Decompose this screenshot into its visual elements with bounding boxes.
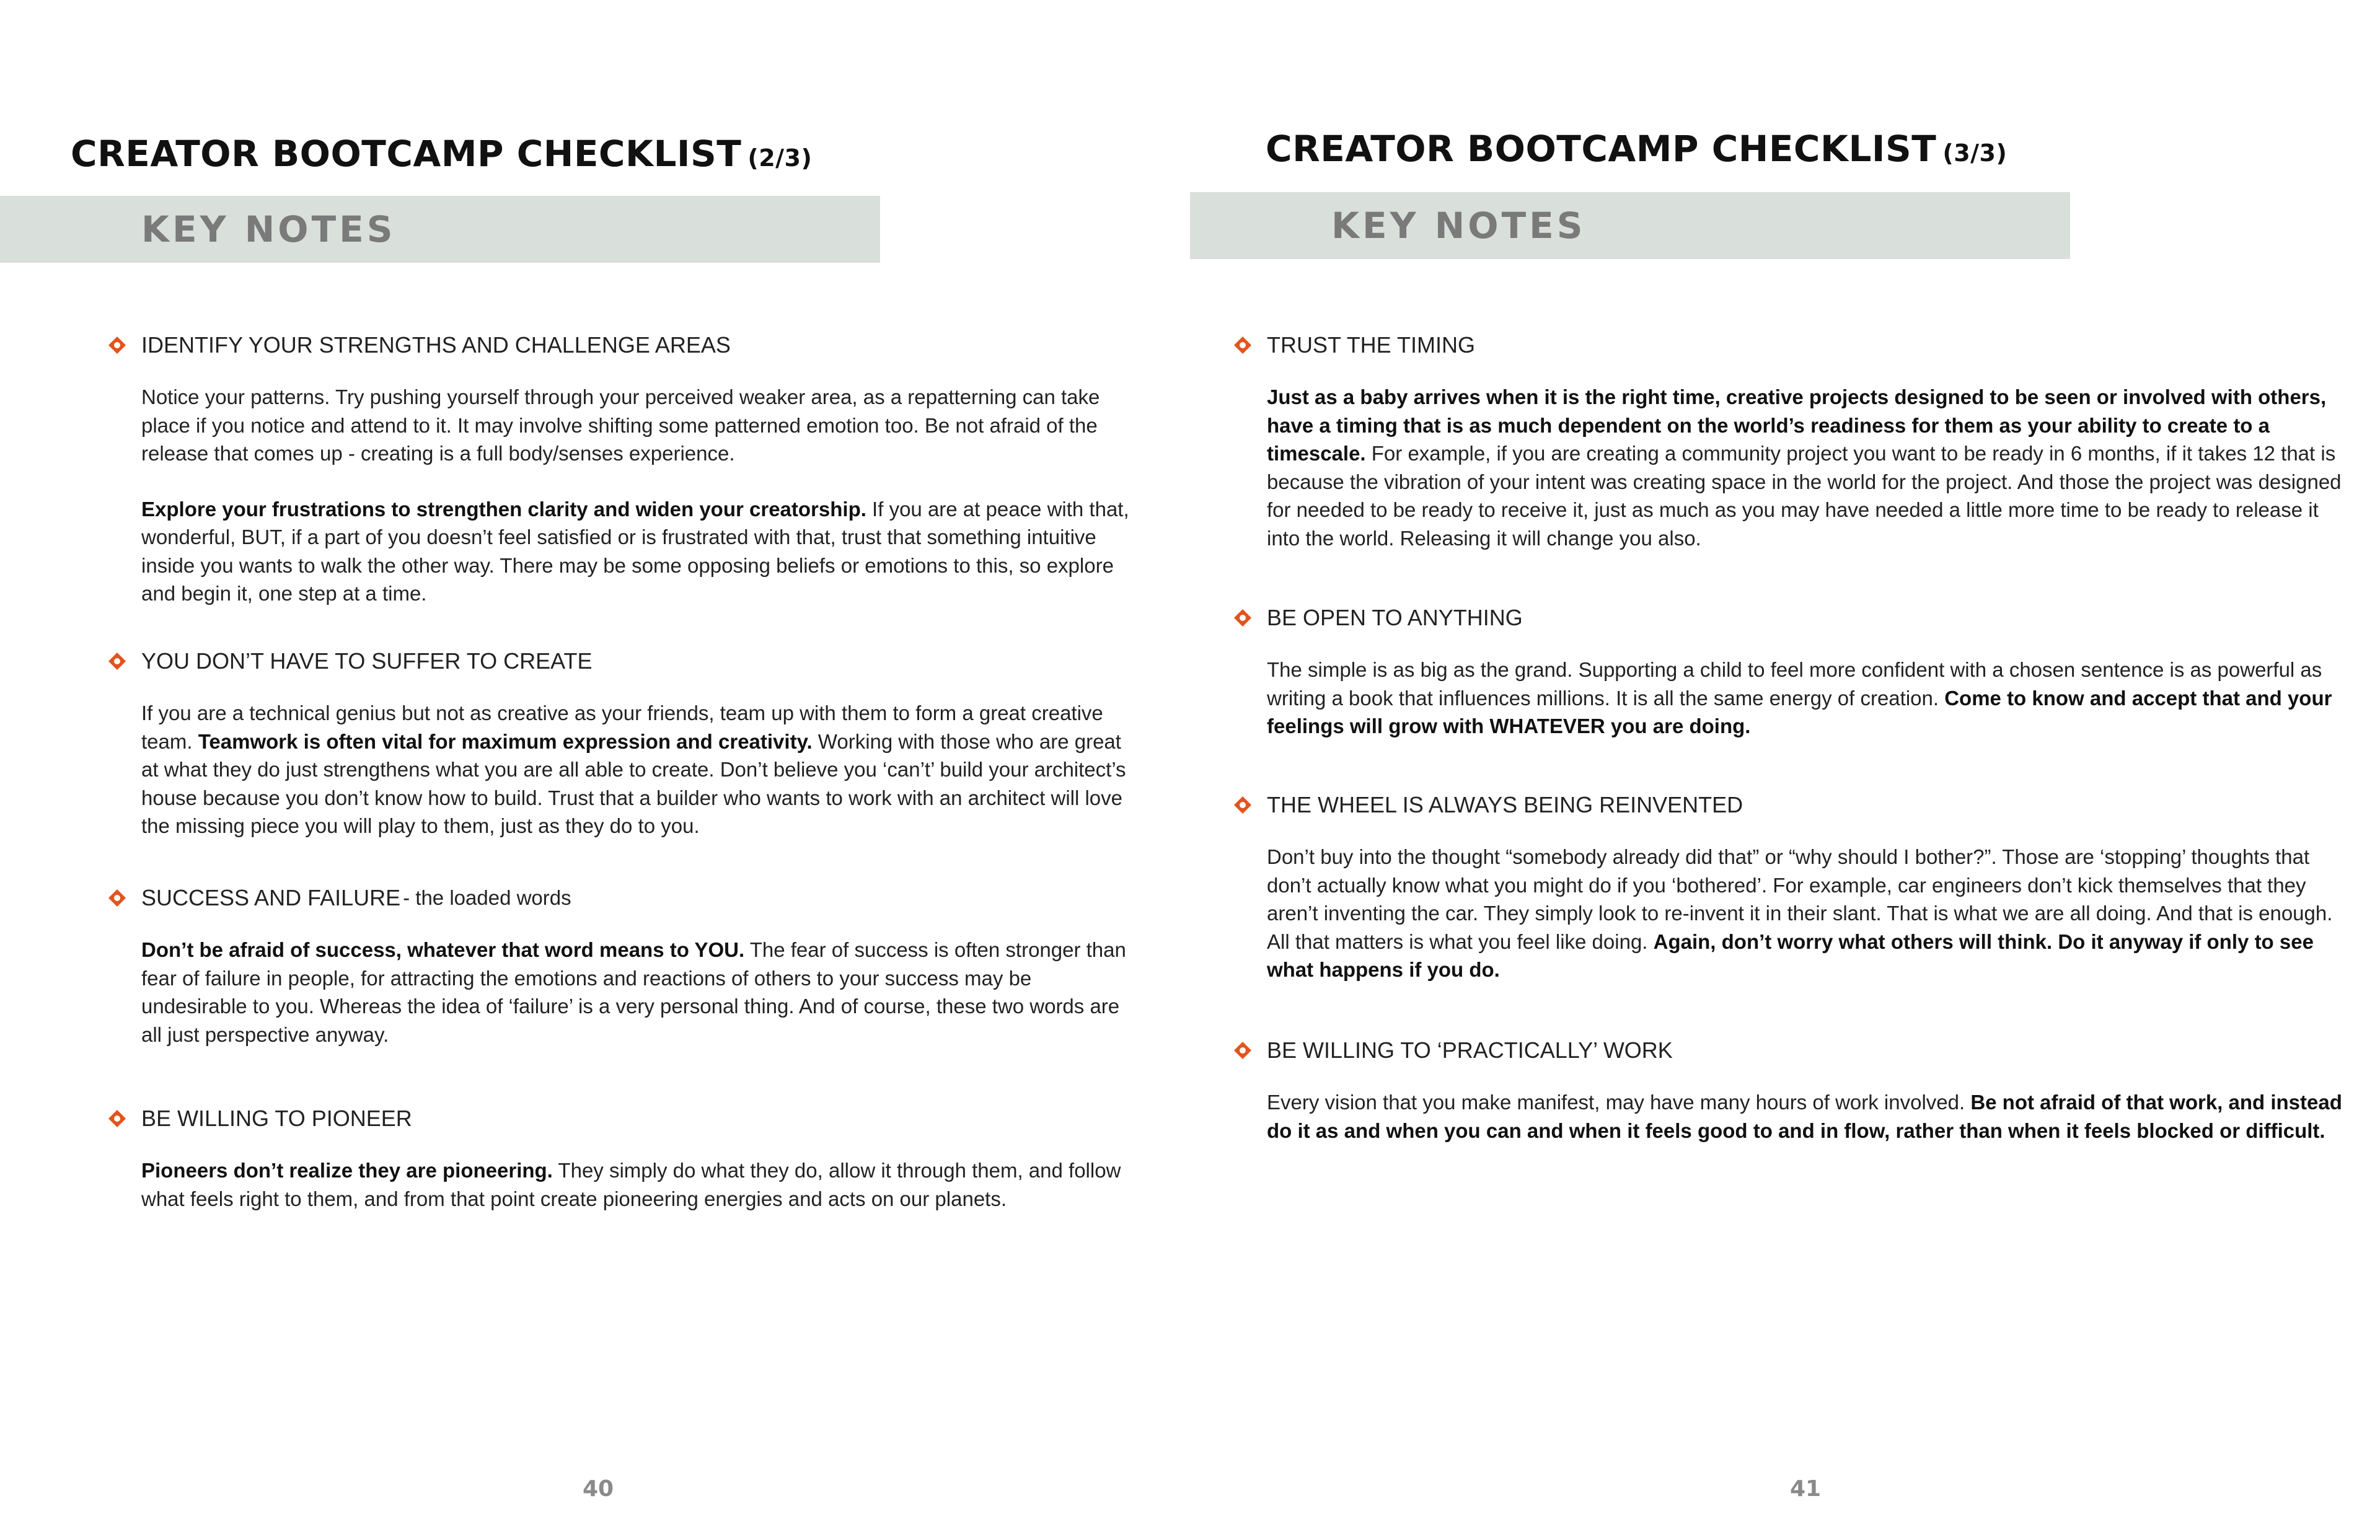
title-part: (3/3) [1942, 139, 2008, 167]
section-heading: BE WILLING TO PIONEER [108, 1103, 1137, 1134]
orange-diamond-bullet-icon [108, 336, 126, 354]
page-title: CREATOR BOOTCAMP CHECKLIST (2/3) [71, 133, 813, 175]
section-heading: TRUST THE TIMING [1233, 330, 2355, 361]
section-success-failure [108, 882, 1137, 1049]
section-heading: BE OPEN TO ANYTHING [1233, 602, 2355, 633]
page-title: CREATOR BOOTCAMP CHECKLIST (3/3) [1266, 128, 2008, 170]
section-pioneer [108, 1103, 1137, 1213]
title-part: (2/3) [747, 144, 813, 172]
paragraph: Pioneers don’t realize they are pioneering. They simply do what they do, allow it through them, and follow what feels right to them, and from that point create pioneering energies and acts on our planets. [141, 1159, 1121, 1210]
paragraph: Don’t be afraid of success, whatever that word means to YOU. The fear of success is often stronger than fear of failure in people, for attracting the emotions and reactions of others to your success may be undesirable to you. Whereas the idea of ‘failure’ is a very personal thing. And of course, these two words are all just perspective anyway. [141, 938, 1126, 1046]
paragraph: Explore your frustrations to strengthen clarity and widen your creatorship. If you are at peace with that, wonderful, BUT, if a part of you doesn’t feel satisfied or is frustrated with that, trust that something intuitive inside you wants to walk the other way. There may be some opposing beliefs or emotions to this, so explore and begin it, one step at a time. [141, 497, 1129, 605]
section-heading: IDENTIFY YOUR STRENGTHS AND CHALLENGE AREAS [108, 330, 1137, 361]
section-dont-suffer [108, 646, 1137, 840]
key-notes-banner [1190, 192, 2070, 259]
paragraph: If you are a technical genius but not as creative as your friends, team up with them to form a great creative team. Teamwork is often vital for maximum expression and creativity. Working with those who are great at what they do just strengthens what you are all able to create. Don’t believe you ‘can’t’ build your architect’s house because you don’t know how to build. Trust that a builder who wants to work with an architect will love the missing piece you will play to them, just as they do to you. [141, 702, 1126, 837]
orange-diamond-bullet-icon [108, 1109, 126, 1128]
banner-label: KEY NOTES [141, 208, 396, 250]
orange-diamond-bullet-icon [108, 652, 126, 671]
section-heading: THE WHEEL IS ALWAYS BEING REINVENTED [1233, 790, 2355, 821]
orange-diamond-bullet-icon [108, 889, 126, 907]
key-notes-banner [0, 196, 880, 263]
banner-label: KEY NOTES [1331, 205, 1586, 247]
paragraph: The simple is as big as the grand. Supporting a child to feel more confident with a chosen sentence is as powerful as writing a book that influences millions. It is all the same energy of creation. Come to know and accept that and your feelings will grow with WHATEVER you are doing. [1267, 658, 2332, 737]
paragraph: Just as a baby arrives when it is the right time, creative projects designed to be seen or involved with others, have a timing that is as much dependent on the world’s readiness for them as your ability to create to a timescale. For example, if you are creating a community project you want to be ready in 6 months, if it takes 12 that is because the vibration of your intent was creating space in the world for the project. And those the project was designed for needed to be ready to receive it, just as much as you may have needed a little more time to be ready to release it into the world. Releasing it will change you also. [1267, 385, 2342, 550]
paragraph: Don’t buy into the thought “somebody already did that” or “why should I bother?”. Those are ‘stopping’ thoughts that don’t actually know what you might do if you ‘bothered’. For example, car engineers don’t kick themselves that they aren’t inventing the car. They simply look to re-invent it in their slant. That is what we are all doing. And that is enough. All that matters is what you feel like doing. Again, don’t worry what others will think. Do it anyway if only to see what happens if you do. [1267, 845, 2333, 981]
orange-diamond-bullet-icon [1233, 1041, 1252, 1060]
section-identify-strengths [108, 330, 1137, 608]
section-heading: YOU DON’T HAVE TO SUFFER TO CREATE [108, 646, 1137, 677]
paragraph: Every vision that you make manifest, may have many hours of work involved. Be not afraid of that work, and instead do it as and when you can and when it feels good to and in flow, rather than when it feels blocked or difficult. [1267, 1091, 2342, 1142]
section-heading: SUCCESS AND FAILURE - the loaded words [108, 882, 1137, 913]
orange-diamond-bullet-icon [1233, 796, 1252, 814]
page-number: 40 [583, 1476, 614, 1502]
section-heading: BE WILLING TO ‘PRACTICALLY’ WORK [1233, 1035, 2355, 1066]
section-practically-work [1233, 1035, 2355, 1145]
orange-diamond-bullet-icon [1233, 336, 1252, 354]
page-41 [1190, 0, 2380, 1540]
page-number: 41 [1790, 1476, 1822, 1502]
paragraph: Notice your patterns. Try pushing yourself through your perceived weaker area, as a repatterning can take place if you notice and attend to it. It may involve shifting some patterned emotion too. Be not afraid of the release that comes up - creating is a full body/senses experience. [141, 385, 1100, 465]
orange-diamond-bullet-icon [1233, 609, 1252, 627]
section-wheel-reinvented [1233, 790, 2355, 984]
section-open-to-anything [1233, 602, 2355, 741]
section-trust-timing [1233, 330, 2355, 552]
